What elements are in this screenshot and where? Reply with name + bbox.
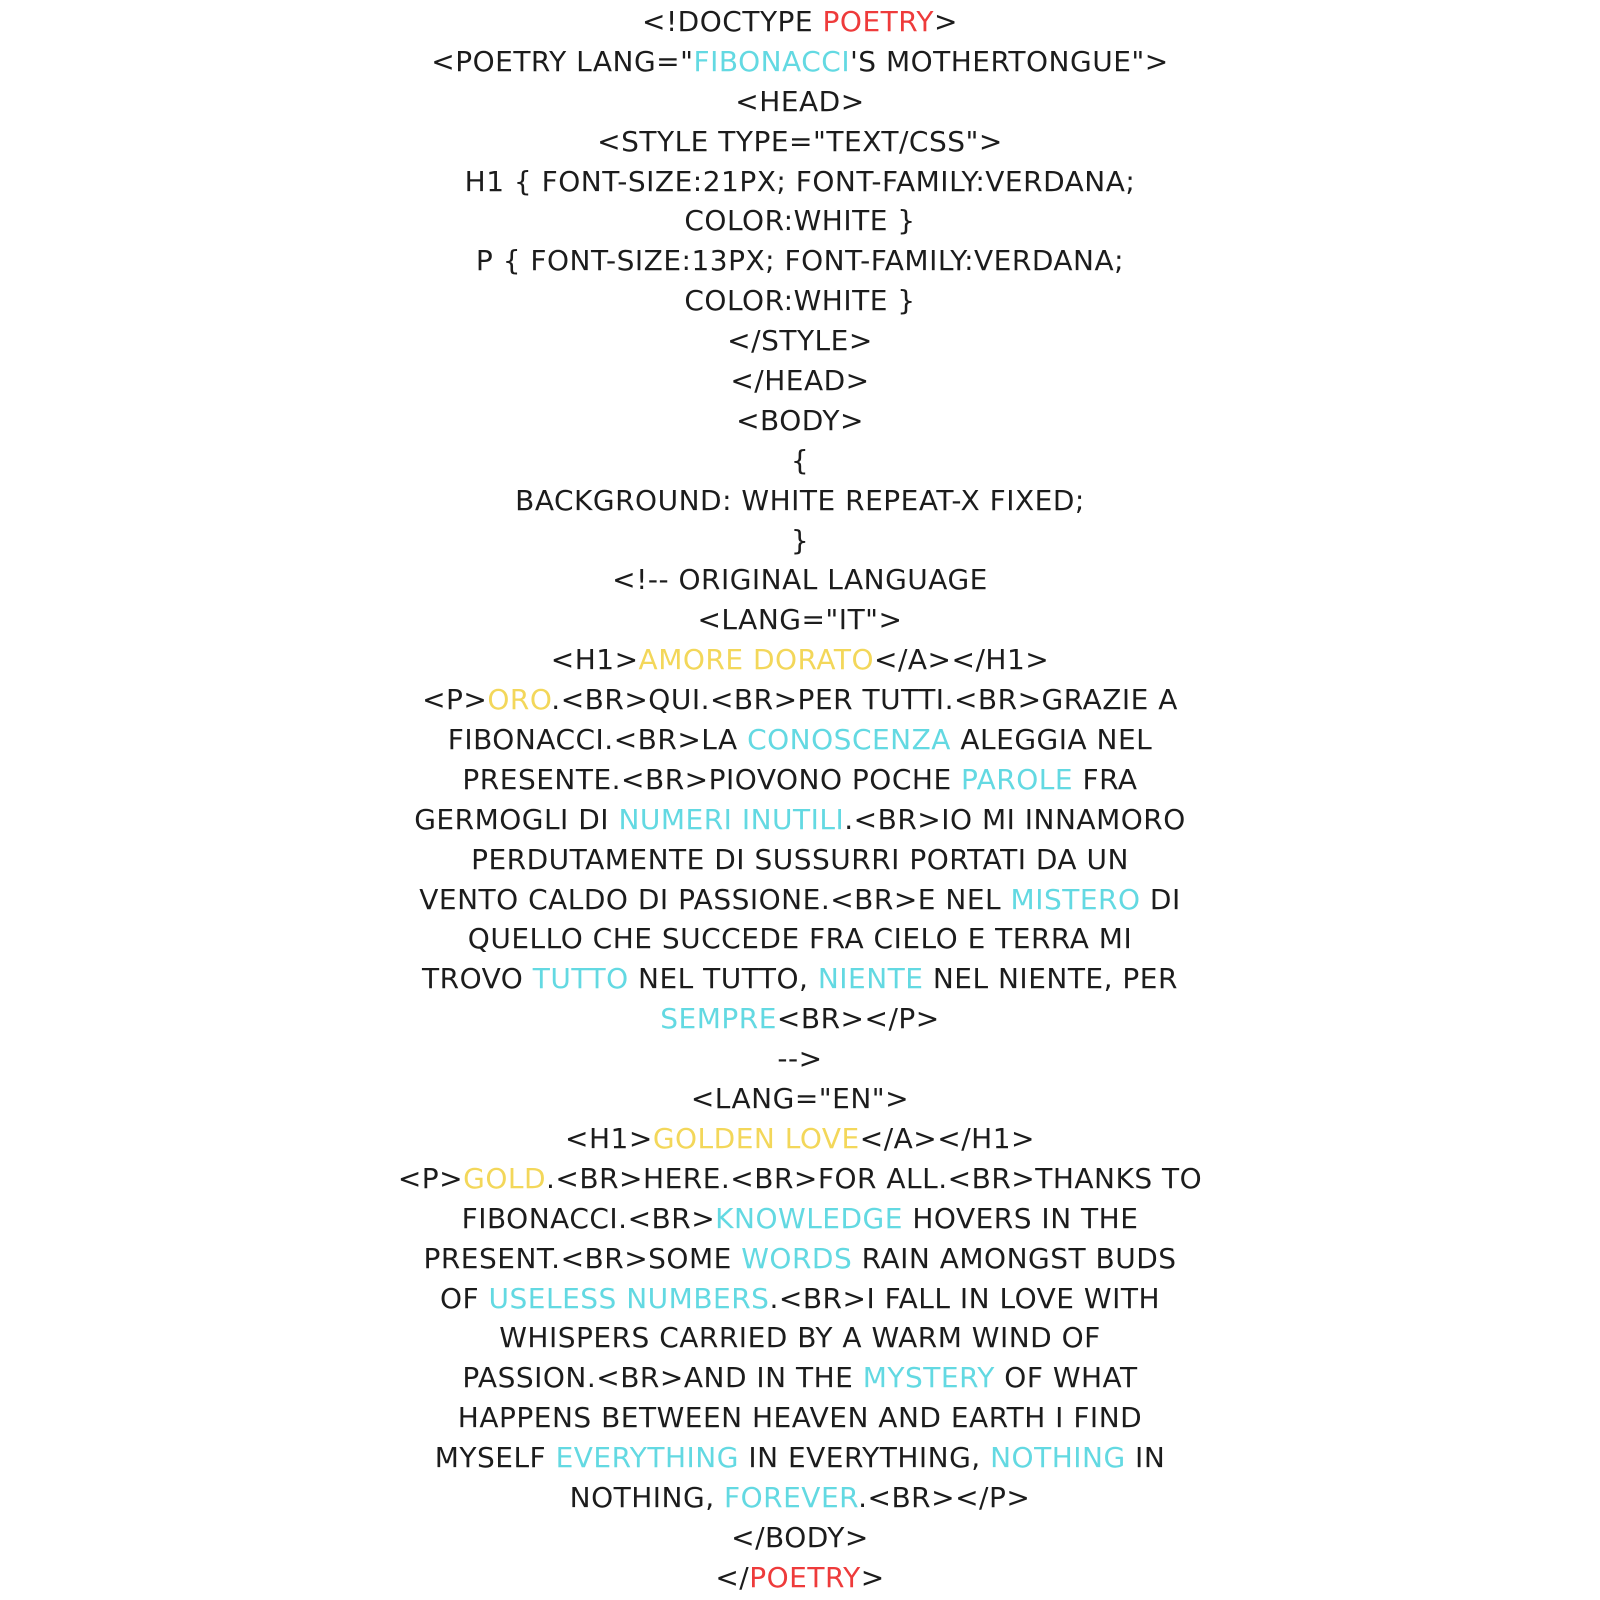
poem-line xyxy=(0,1199,1600,1239)
highlighted-word: NIENTE xyxy=(817,962,924,996)
poem-line xyxy=(0,281,1600,321)
poem-text: .<BR>QUI.<BR>PER TUTTI.<BR>GRAZIE A xyxy=(551,683,1178,717)
poem-text: } xyxy=(790,523,810,557)
poem-text: COLOR:WHITE } xyxy=(684,284,916,318)
poem-text: H1 { FONT-SIZE:21PX; FONT-FAMILY:VERDANA; xyxy=(464,164,1136,198)
poem-text: </BODY> xyxy=(731,1520,869,1554)
poem-code-block xyxy=(0,2,1600,1598)
poem-line xyxy=(0,1518,1600,1558)
highlighted-word: TUTTO xyxy=(532,962,629,996)
poem-line xyxy=(0,1558,1600,1598)
highlighted-word: POETRY xyxy=(822,5,935,38)
poem-text: <!DOCTYPE xyxy=(642,5,823,38)
poem-text: --> xyxy=(777,1042,823,1076)
highlighted-word: USELESS NUMBERS xyxy=(488,1281,770,1315)
poem-text: OF xyxy=(439,1281,489,1315)
poem-line xyxy=(0,1239,1600,1279)
highlighted-word: FIBONACCI xyxy=(693,44,851,78)
poem-text: MYSELF xyxy=(434,1441,556,1475)
poem-line xyxy=(0,1159,1600,1199)
poem-text: <!-- ORIGINAL LANGUAGE xyxy=(612,563,988,597)
highlighted-word: PAROLE xyxy=(961,762,1074,796)
poem-line xyxy=(0,162,1600,202)
poem-line xyxy=(0,401,1600,441)
poem-line xyxy=(0,201,1600,241)
highlighted-word: EVERYTHING xyxy=(555,1441,739,1475)
poem-text: BACKGROUND: WHITE REPEAT-X FIXED; xyxy=(515,483,1085,517)
poem-line xyxy=(0,840,1600,880)
poem-line xyxy=(0,1279,1600,1319)
poem-line xyxy=(0,880,1600,920)
poem-text: <LANG="IT"> xyxy=(697,603,903,637)
highlighted-word: KNOWLEDGE xyxy=(715,1201,903,1235)
poem-text: FRA xyxy=(1073,762,1138,796)
poem-text: .<BR>I FALL IN LOVE WITH xyxy=(769,1281,1161,1315)
poem-text: TROVO xyxy=(422,962,533,996)
poem-text: PRESENTE.<BR>PIOVONO POCHE xyxy=(462,762,962,796)
poem-text: VENTO CALDO DI PASSIONE.<BR>E NEL xyxy=(419,882,1011,916)
poem-line xyxy=(0,1079,1600,1119)
poem-text: </STYLE> xyxy=(727,324,873,358)
poem-line xyxy=(0,481,1600,521)
poem-text: P { FONT-SIZE:13PX; FONT-FAMILY:VERDANA; xyxy=(475,244,1125,278)
highlighted-word: CONOSCENZA xyxy=(747,723,951,757)
highlighted-word: SEMPRE xyxy=(660,1002,777,1036)
poem-text: <STYLE TYPE="TEXT/CSS"> xyxy=(597,124,1003,158)
poem-line xyxy=(0,2,1600,42)
poem-text: NEL TUTTO, xyxy=(628,962,818,996)
poem-text: <LANG="EN"> xyxy=(690,1082,910,1116)
poem-line xyxy=(0,361,1600,401)
poem-line xyxy=(0,521,1600,561)
highlighted-word: NUMERI INUTILI xyxy=(618,802,845,836)
poem-line xyxy=(0,1438,1600,1478)
poem-text: <P> xyxy=(397,1161,464,1195)
poem-text: GERMOGLI DI xyxy=(414,802,619,836)
poem-text: OF WHAT xyxy=(994,1361,1138,1395)
poem-line xyxy=(0,720,1600,760)
poem-line xyxy=(0,760,1600,800)
poem-text: .<BR></P> xyxy=(858,1480,1031,1514)
highlighted-word: POETRY xyxy=(749,1560,861,1594)
poem-line xyxy=(0,959,1600,999)
poem-text: QUELLO CHE SUCCEDE FRA CIELO E TERRA MI xyxy=(467,922,1133,956)
poem-line xyxy=(0,800,1600,840)
highlighted-word: GOLD xyxy=(463,1161,547,1195)
poem-text: </A></H1> xyxy=(859,1121,1035,1155)
poem-text: FIBONACCI.<BR> xyxy=(461,1201,716,1235)
highlighted-word: WORDS xyxy=(741,1241,853,1275)
poem-text: <BODY> xyxy=(736,403,864,437)
poem-text: <POETRY LANG=" xyxy=(431,44,694,78)
poem-text: FIBONACCI.<BR>LA xyxy=(447,723,748,757)
poem-line xyxy=(0,42,1600,82)
poem-text: <HEAD> xyxy=(735,84,865,118)
poem-line xyxy=(0,919,1600,959)
poem-line xyxy=(0,1119,1600,1159)
poem-line xyxy=(0,1318,1600,1358)
poem-text: IN xyxy=(1125,1441,1166,1475)
poem-line xyxy=(0,441,1600,481)
poem-text: </HEAD> xyxy=(730,364,870,398)
poem-text: { xyxy=(790,443,810,477)
poem-line xyxy=(0,999,1600,1039)
poem-text: .<BR>HERE.<BR>FOR ALL.<BR>THANKS TO xyxy=(546,1161,1203,1195)
poem-text: <P> xyxy=(422,683,488,717)
poem-text: DI xyxy=(1140,882,1181,916)
poem-text: HOVERS IN THE xyxy=(902,1201,1139,1235)
poem-line xyxy=(0,1478,1600,1518)
poem-text: ALEGGIA NEL xyxy=(950,723,1153,757)
poem-text: 'S MOTHERTONGUE"> xyxy=(850,44,1169,78)
poem-line xyxy=(0,680,1600,720)
poem-line xyxy=(0,321,1600,361)
poem-text: NOTHING, xyxy=(569,1480,724,1514)
highlighted-word: GOLDEN LOVE xyxy=(652,1121,860,1155)
poem-text: RAIN AMONGST BUDS xyxy=(852,1241,1177,1275)
poem-text: <H1> xyxy=(565,1121,653,1155)
poem-text: </A></H1> xyxy=(874,643,1050,677)
poem-line xyxy=(0,122,1600,162)
highlighted-word: ORO xyxy=(487,683,552,717)
poem-line xyxy=(0,1398,1600,1438)
poem-text: </ xyxy=(715,1560,750,1594)
poem-text: PASSION.<BR>AND IN THE xyxy=(462,1361,863,1395)
highlighted-word: MISTERO xyxy=(1010,882,1141,916)
poem-line xyxy=(0,82,1600,122)
poem-text: > xyxy=(934,5,958,38)
highlighted-word: NOTHING xyxy=(990,1441,1126,1475)
poem-line xyxy=(0,1039,1600,1079)
poem-text: PERDUTAMENTE DI SUSSURRI PORTATI DA UN xyxy=(471,842,1129,876)
poem-text: IN EVERYTHING, xyxy=(738,1441,991,1475)
highlighted-word: FOREVER xyxy=(724,1480,859,1514)
poem-line xyxy=(0,560,1600,600)
highlighted-word: AMORE DORATO xyxy=(638,643,874,677)
poem-text: .<BR>IO MI INNAMORO xyxy=(844,802,1186,836)
poem-text: WHISPERS CARRIED BY A WARM WIND OF xyxy=(499,1321,1101,1355)
poem-text: COLOR:WHITE } xyxy=(684,204,916,238)
poem-line xyxy=(0,1358,1600,1398)
poem-text: > xyxy=(860,1560,885,1594)
poem-text: PRESENT.<BR>SOME xyxy=(423,1241,742,1275)
poem-text: <H1> xyxy=(550,643,639,677)
poem-text: HAPPENS BETWEEN HEAVEN AND EARTH I FIND xyxy=(457,1401,1143,1435)
poem-text: NEL NIENTE, PER xyxy=(923,962,1178,996)
poem-line xyxy=(0,241,1600,281)
poem-line xyxy=(0,640,1600,680)
poem-text: <BR></P> xyxy=(776,1002,940,1036)
highlighted-word: MYSTERY xyxy=(862,1361,995,1395)
poem-line xyxy=(0,600,1600,640)
